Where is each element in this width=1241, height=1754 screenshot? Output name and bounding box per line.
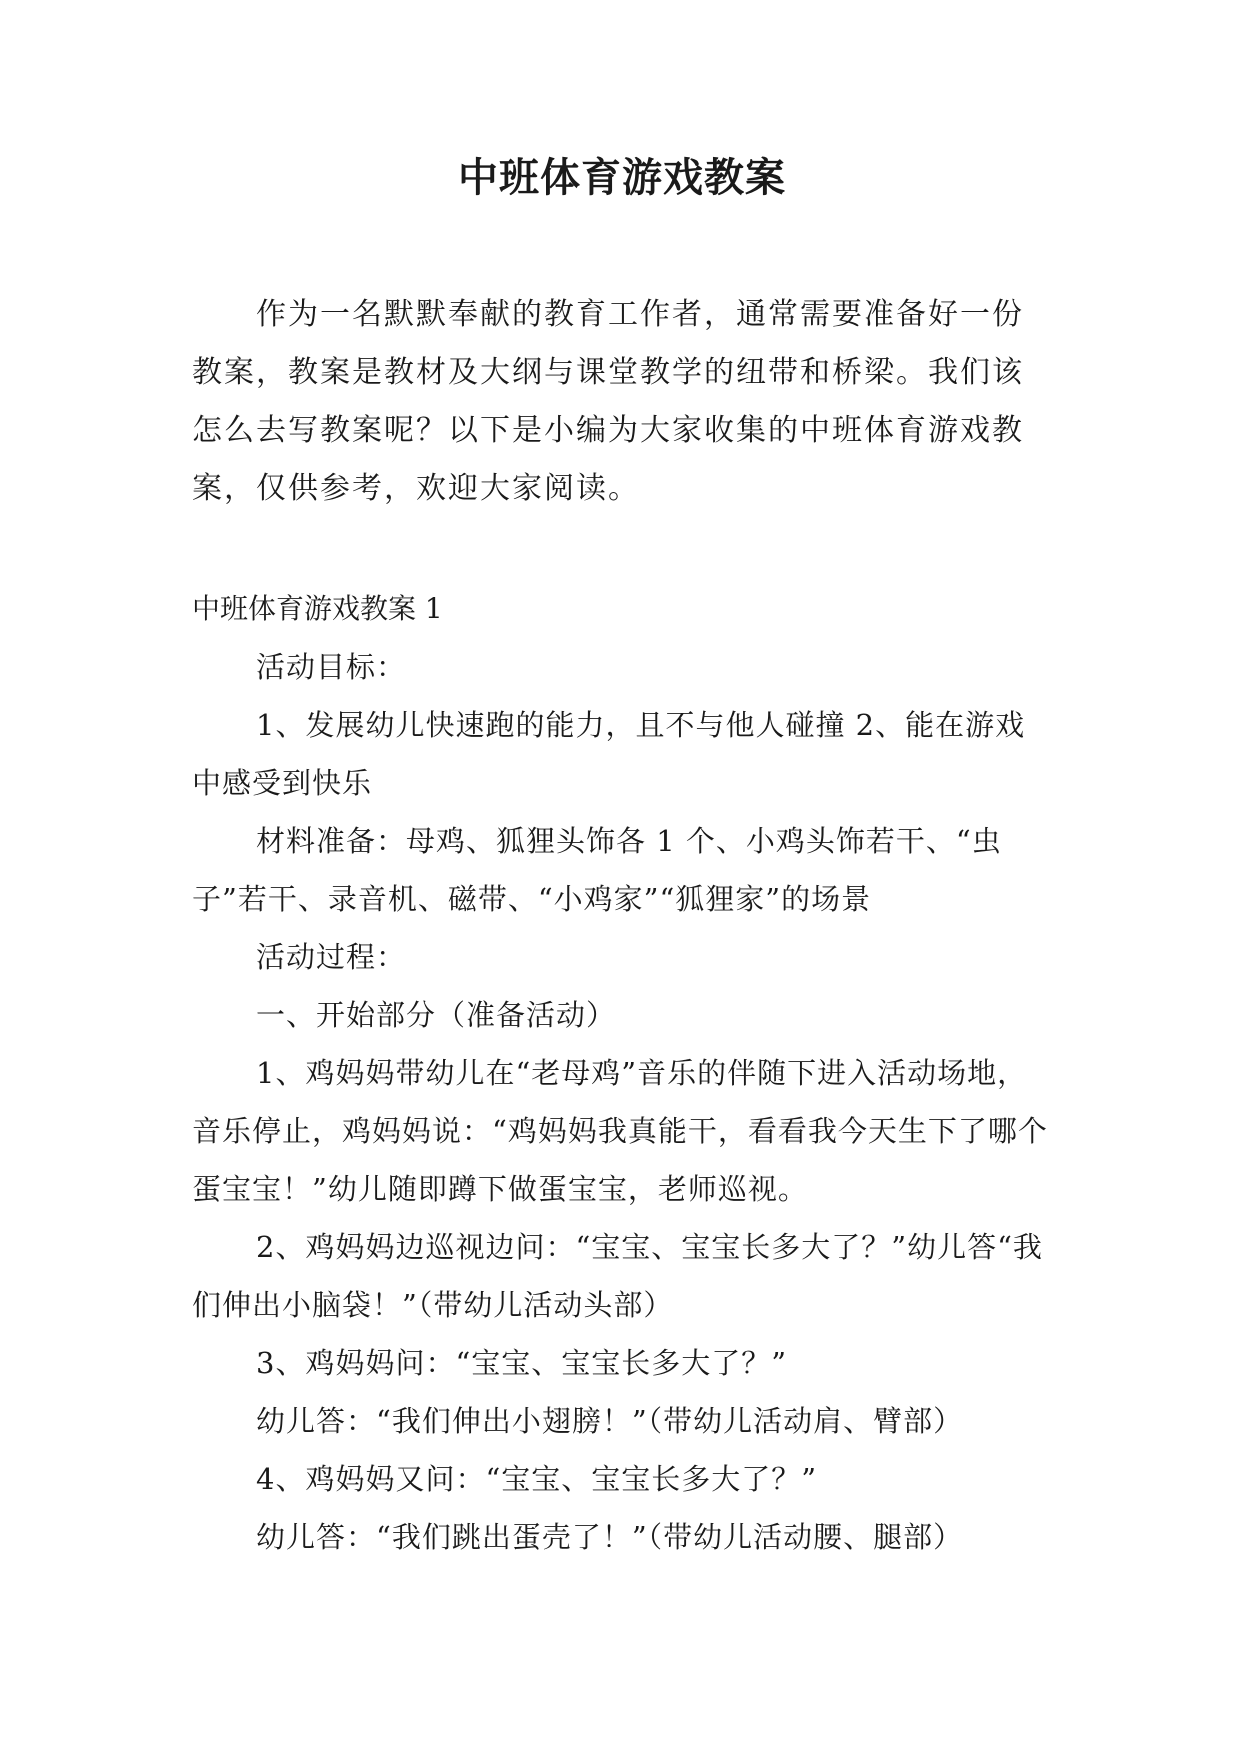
document-page [192, 150, 1052, 1566]
paragraph-step-3: 3、鸡妈妈问：“宝宝、宝宝长多大了？” [256, 1346, 788, 1380]
paragraph-activity-goals-label: 活动目标： [256, 650, 407, 684]
paragraph-part-one: 一、开始部分（准备活动） [256, 998, 617, 1032]
paragraph-materials: 材料准备：母鸡、狐狸头饰各 1 个、小鸡头饰若干、“虫子”若干、录音机、磁带、“小鸡家”“狐狸家”的场景 [192, 824, 1002, 916]
paragraph-goals: 1、发展幼儿快速跑的能力，且不与他人碰撞 2、能在游戏中感受到快乐 [192, 708, 1026, 800]
paragraph-step-2: 2、鸡妈妈边巡视边问：“宝宝、宝宝长多大了？”幼儿答“我们伸出小脑袋！”（带幼儿活动头部） [192, 1230, 1043, 1322]
document-title: 中班体育游戏教案 [458, 155, 786, 201]
paragraph-process-label: 活动过程： [256, 940, 407, 974]
paragraph-step-1: 1、鸡妈妈带幼儿在“老母鸡”音乐的伴随下进入活动场地，音乐停止，鸡妈妈说：“鸡妈妈我真能干，看看我今天生下了哪个蛋宝宝！”幼儿随即蹲下做蛋宝宝，老师巡视。 [192, 1056, 1048, 1206]
paragraph-step-4: 4、鸡妈妈又问：“宝宝、宝宝长多大了？” [256, 1462, 818, 1496]
intro-paragraph: 作为一名默默奉献的教育工作者，通常需要准备好一份教案，教案是教材及大纲与课堂教学的纽带和桥梁。我们该怎么去写教案呢？以下是小编为大家收集的中班体育游戏教案，仅供参考，欢迎大家阅读。 [192, 297, 1024, 506]
paragraph-step-4-answer: 幼儿答：“我们跳出蛋壳了！”（带幼儿活动腰、腿部） [256, 1520, 964, 1554]
section-heading: 中班体育游戏教案 1 [192, 592, 443, 625]
paragraph-step-3-answer: 幼儿答：“我们伸出小翅膀！”（带幼儿活动肩、臂部） [256, 1404, 964, 1438]
